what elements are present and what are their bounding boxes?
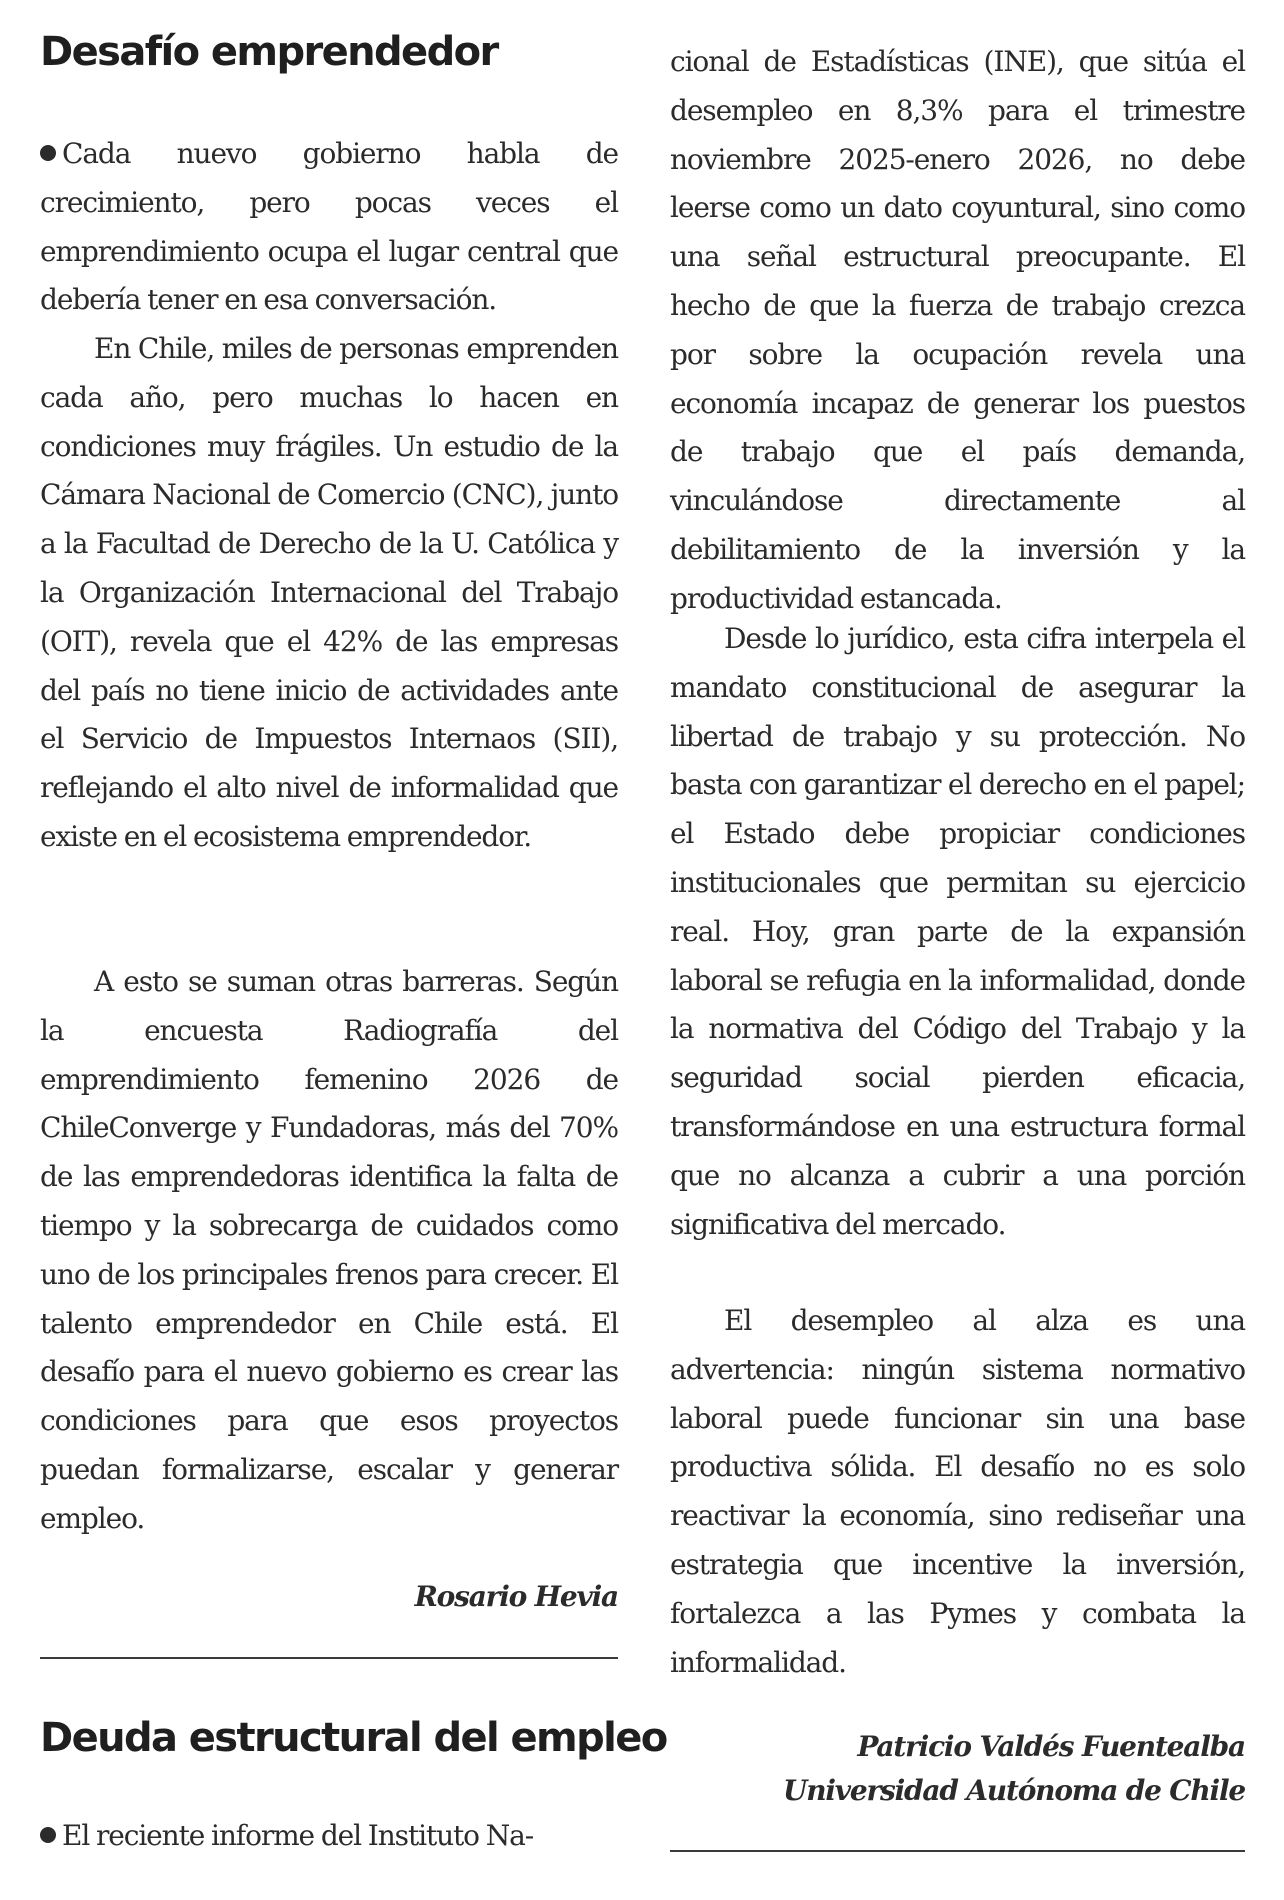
article-2-lead-text: El reciente informe del Instituto Na- — [62, 1819, 534, 1852]
article-1-divider — [40, 1657, 618, 1659]
article-2-paragraph-1-continued: cional de Estadísticas (INE), que sitúa el desempleo en 8,3% para el trimestre noviembre 2025-enero 2026, no debe leerse como un dato coyuntural, sino como una señal estructural preocupante. El hecho de que la fuerza de trabajo crezca por sobre la ocupación revela una economía incapaz de generar los puestos de trabajo que el país demanda, vinculándose directamente al debilitamiento de la inversión y la productividad estancada. — [670, 45, 1245, 615]
bullet-icon — [40, 1827, 56, 1843]
article-1-title: Desafío emprendedor — [40, 29, 498, 75]
article-1-paragraph-3: A esto se suman otras barreras. Según la encuesta Radiografía del emprendimiento femenino 2026 de ChileConverge y Fundadoras, más del 70% de las emprendedoras identifica la falta de tiempo y la sobrecarga de cuidados como uno de los principales frenos para crecer. El talento emprendedor en Chile está. El desafío para el nuevo gobierno es crear las condiciones para que esos proyectos puedan formalizarse, escalar y generar empleo. — [40, 965, 618, 1535]
article-1-author: Rosario Hevia — [414, 1580, 618, 1613]
article-2-affiliation: Universidad Autónoma de Chile — [782, 1774, 1245, 1807]
article-2-title: Deuda estructural del empleo — [40, 1715, 667, 1761]
article-1-paragraph-1 — [40, 130, 618, 325]
article-2-author: Patricio Valdés Fuentealba — [857, 1730, 1245, 1763]
article-2-paragraph-2: Desde lo jurídico, esta cifra interpela el mandato constitucional de asegurar la libertad de trabajo y su protección. No basta con garantizar el derecho en el papel; el Estado debe propiciar condiciones institucionales que permitan su ejercicio real. Hoy, gran parte de la expansión laboral se refugia en la informalidad, donde la normativa del Código del Trabajo y la seguridad social pierden eficacia, transformándose en una estructura formal que no alcanza a cubrir a una porción significativa del mercado. — [670, 622, 1245, 1241]
article-1-paragraph-2: En Chile, miles de personas emprenden cada año, pero muchas lo hacen en condiciones muy frágiles. Un estudio de la Cámara Nacional de Comercio (CNC), junto a la Facultad de Derecho de la U. Católica y la Organización Internacional del Trabajo (OIT), revela que el 42% de las empresas del país no tiene inicio de actividades ante el Servicio de Impuestos Internaos (SII), reflejando el alto nivel de informalidad que existe en el ecosistema emprendedor. — [40, 332, 618, 853]
article-2-paragraph-3: El desempleo al alza es una advertencia: ningún sistema normativo laboral puede funcionar sin una base productiva sólida. El desafío no es solo reactivar la economía, sino rediseñar una estrategia que incentive la inversión, fortalezca a las Pymes y combata la informalidad. — [670, 1304, 1245, 1679]
article-1-paragraph-1-text: Cada nuevo gobierno habla de crecimiento, pero pocas veces el emprendimiento ocupa el lugar central que debería tener en esa conversación. — [40, 137, 618, 317]
bullet-icon — [40, 145, 56, 161]
article-2-lead — [40, 1812, 618, 1861]
article-2-divider — [670, 1850, 1245, 1852]
